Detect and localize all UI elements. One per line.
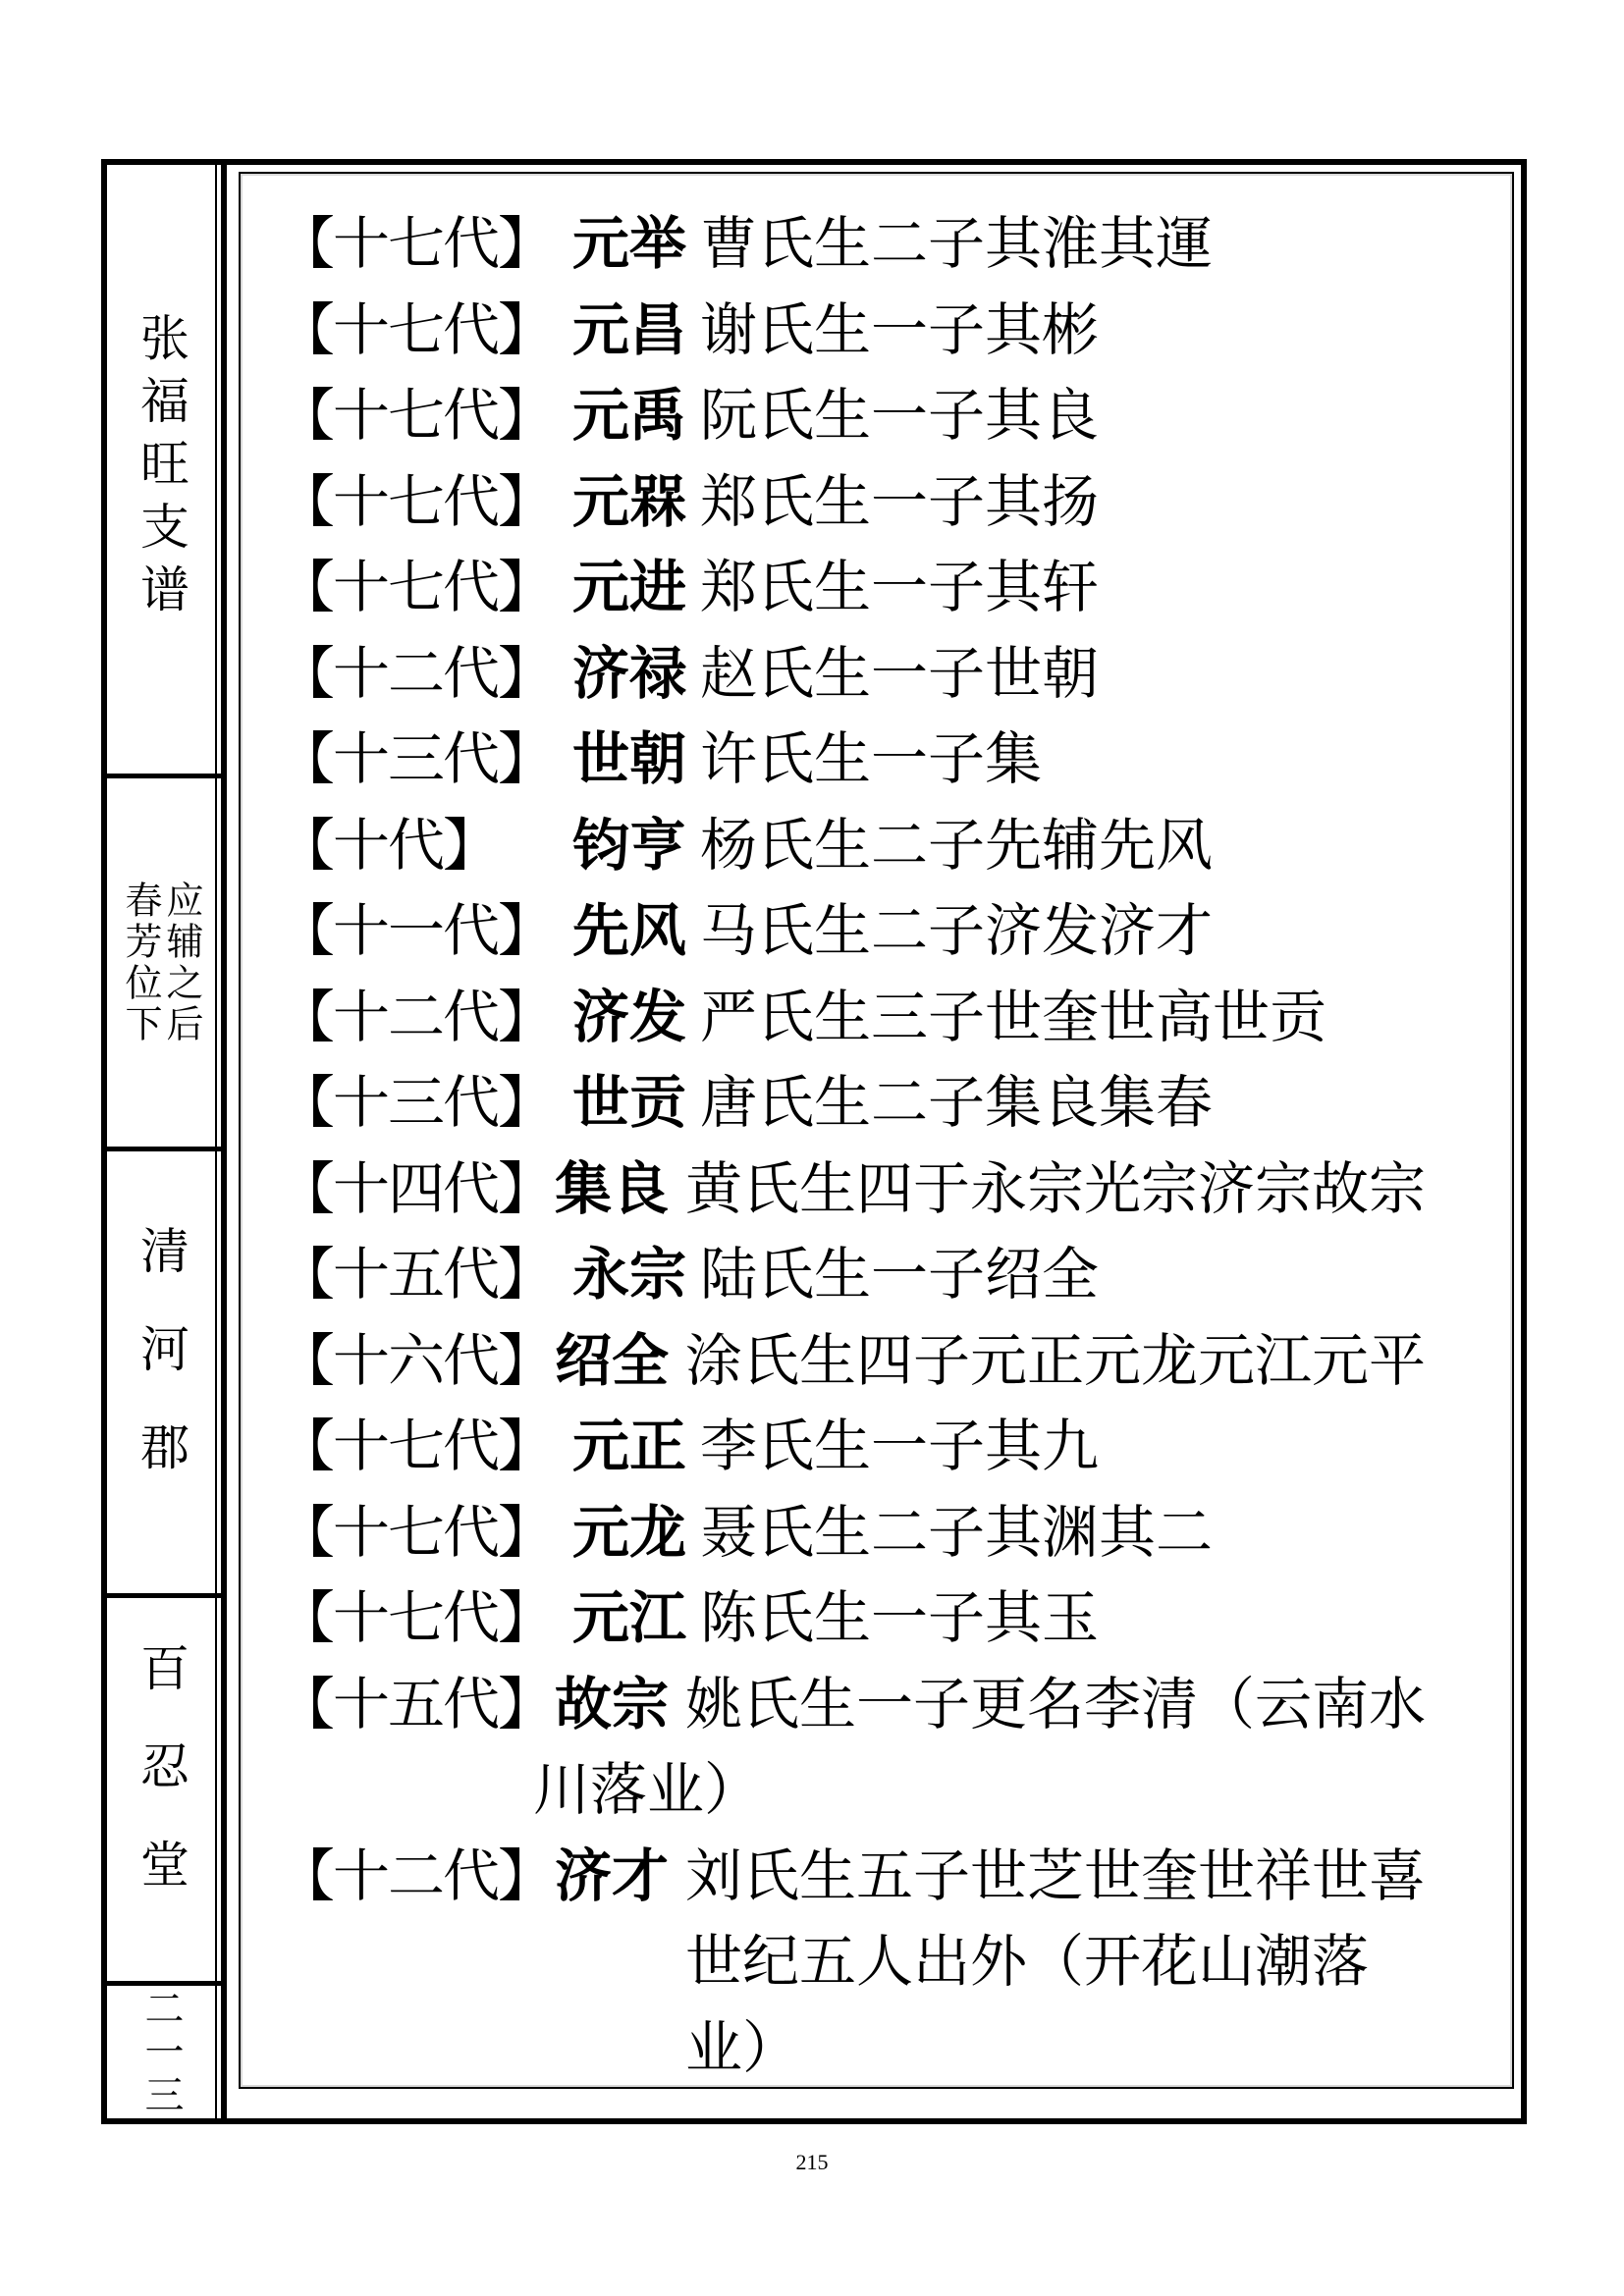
genealogy-entry [278, 1834, 1505, 2092]
genealogy-entry [278, 201, 1505, 288]
genealogy-entry [278, 459, 1505, 546]
person-name: 济禄 [572, 639, 687, 707]
description-line: 谢氏生一子其彬 [700, 295, 1100, 363]
entry-description [700, 888, 1213, 975]
entry-description [700, 545, 1099, 631]
person-name: 元昌 [572, 295, 687, 363]
genealogy-entry [278, 373, 1505, 459]
sidebar-hall-cell [107, 1598, 215, 1981]
generation-label: 【十三代】 [278, 725, 554, 792]
description-line: 姚氏生一子更名李清（云南水 [685, 1670, 1427, 1737]
generation-label: 【十六代】 [278, 1326, 554, 1394]
person-name: 元进 [572, 554, 687, 620]
description-line: 许氏生一子集 [700, 725, 1043, 792]
entry-description [685, 1834, 1426, 2092]
generation-label: 【十二代】 [278, 983, 554, 1050]
description-line: 世纪五人出外（开花山潮落 [685, 1928, 1370, 1995]
generation-label: 【十二代】 [278, 1842, 554, 1909]
description-line: 业） [685, 2013, 800, 2081]
entry-description [700, 1404, 1099, 1490]
entry-description [685, 1318, 1426, 1405]
description-line: 赵氏生一子世朝 [700, 639, 1100, 707]
description-line: 聂氏生二子其渊其二 [700, 1498, 1214, 1566]
description-line: 马氏生二子济发济才 [700, 897, 1214, 964]
genealogy-entry [278, 1662, 1505, 1834]
page-number: 215 [795, 2150, 829, 2174]
generation-label: 【十代】 [278, 811, 499, 879]
genealogy-entry [278, 975, 1505, 1061]
sidebar-divider [221, 165, 227, 2118]
description-line: 李氏生一子其九 [700, 1413, 1100, 1479]
sidebar-inner-rule [215, 165, 217, 2118]
person-name: 永宗 [572, 1241, 687, 1308]
entry-description [700, 1575, 1099, 1662]
clan-place-name: 清河郡 [133, 1225, 189, 1520]
generation-label: 【十七代】 [278, 1584, 554, 1651]
entry-description [700, 975, 1326, 1061]
genealogy-entry [278, 888, 1505, 975]
person-name: 世贡 [572, 1069, 687, 1136]
sidebar-place-cell [107, 1151, 215, 1593]
entry-description [700, 288, 1099, 374]
genealogy-entries [278, 201, 1505, 2091]
sidebar [107, 165, 221, 2118]
sidebar-number-cell [107, 1986, 215, 2118]
person-name: 故宗 [555, 1670, 670, 1737]
person-name: 钧亨 [572, 811, 687, 879]
description-line: 川落业） [533, 1756, 762, 1823]
generation-label: 【十七代】 [278, 1498, 554, 1566]
description-line: 曹氏生二子其淮其運 [700, 210, 1214, 277]
entry-description [700, 201, 1213, 288]
description-line: 唐氏生二子集良集春 [700, 1069, 1214, 1136]
entry-description [700, 1490, 1213, 1576]
genealogy-entry [278, 803, 1505, 889]
section-number: 二一三 [138, 1987, 184, 2117]
generation-label: 【十一代】 [278, 897, 554, 964]
genealogy-entry [278, 545, 1505, 631]
person-name: 世朝 [572, 725, 687, 792]
description-line: 严氏生三子世奎世高世贡 [700, 983, 1327, 1050]
generation-label: 【十七代】 [278, 210, 554, 277]
generation-label: 【十三代】 [278, 1069, 554, 1136]
person-name: 元龙 [572, 1498, 687, 1566]
entry-description [700, 459, 1099, 546]
genealogy-entry [278, 1404, 1505, 1490]
description-line: 涂氏生四子元正元龙元江元平 [685, 1326, 1427, 1394]
lineage-note-col1: 春芳位下 [119, 880, 162, 1045]
description-line: 黄氏生四于永宗光宗济宗故宗 [685, 1154, 1427, 1222]
person-name: 绍全 [555, 1326, 670, 1394]
genealogy-entry [278, 1147, 1505, 1233]
sidebar-title-cell [107, 165, 215, 774]
genealogy-entry [278, 717, 1505, 803]
person-name: 元江 [572, 1584, 687, 1651]
entry-description [685, 1147, 1426, 1233]
generation-label: 【十七代】 [278, 382, 554, 449]
genealogy-entry [278, 1318, 1505, 1405]
description-line: 陈氏生一子其玉 [700, 1584, 1100, 1651]
person-name: 元举 [572, 210, 687, 277]
genealogy-entry [278, 1232, 1505, 1318]
lineage-note-col2: 应辅之后 [160, 880, 203, 1045]
sidebar-note-cell [107, 778, 215, 1147]
generation-label: 【十七代】 [278, 467, 554, 535]
ancestral-hall-name: 百忍堂 [133, 1642, 189, 1937]
generation-label: 【十七代】 [278, 1413, 554, 1479]
person-name: 元正 [572, 1413, 687, 1479]
description-line: 郑氏生一子其轩 [700, 554, 1100, 620]
entry-description [700, 631, 1099, 718]
person-name: 济才 [555, 1842, 670, 1909]
genealogy-entry [278, 1575, 1505, 1662]
generation-label: 【十七代】 [278, 554, 554, 620]
generation-label: 【十五代】 [278, 1241, 554, 1308]
generation-label: 【十四代】 [278, 1154, 554, 1222]
person-name: 集良 [555, 1154, 670, 1222]
description-line: 阮氏生一子其良 [700, 382, 1100, 449]
generation-label: 【十七代】 [278, 295, 554, 363]
entry-description [700, 717, 1042, 803]
generation-label: 【十二代】 [278, 639, 554, 707]
description-line: 杨氏生二子先辅先风 [700, 811, 1214, 879]
person-name: 先风 [572, 897, 687, 964]
person-name: 济发 [572, 983, 687, 1050]
description-line: 郑氏生一子其扬 [700, 467, 1100, 535]
genealogy-entry [278, 1490, 1505, 1576]
genealogy-entry [278, 631, 1505, 718]
genealogy-entry [278, 1060, 1505, 1147]
description-line: 陆氏生一子绍全 [700, 1241, 1100, 1308]
entry-description [700, 1060, 1213, 1147]
person-name: 元禹 [572, 382, 687, 449]
entry-description [700, 803, 1213, 889]
genealogy-title: 张福旺支谱 [133, 312, 189, 626]
entry-description [700, 373, 1099, 459]
person-name: 元槑 [572, 467, 687, 535]
genealogy-entry [278, 288, 1505, 374]
description-line: 刘氏生五子世芝世奎世祥世喜 [685, 1842, 1427, 1909]
generation-label: 【十五代】 [278, 1670, 554, 1737]
entry-description [700, 1232, 1099, 1318]
